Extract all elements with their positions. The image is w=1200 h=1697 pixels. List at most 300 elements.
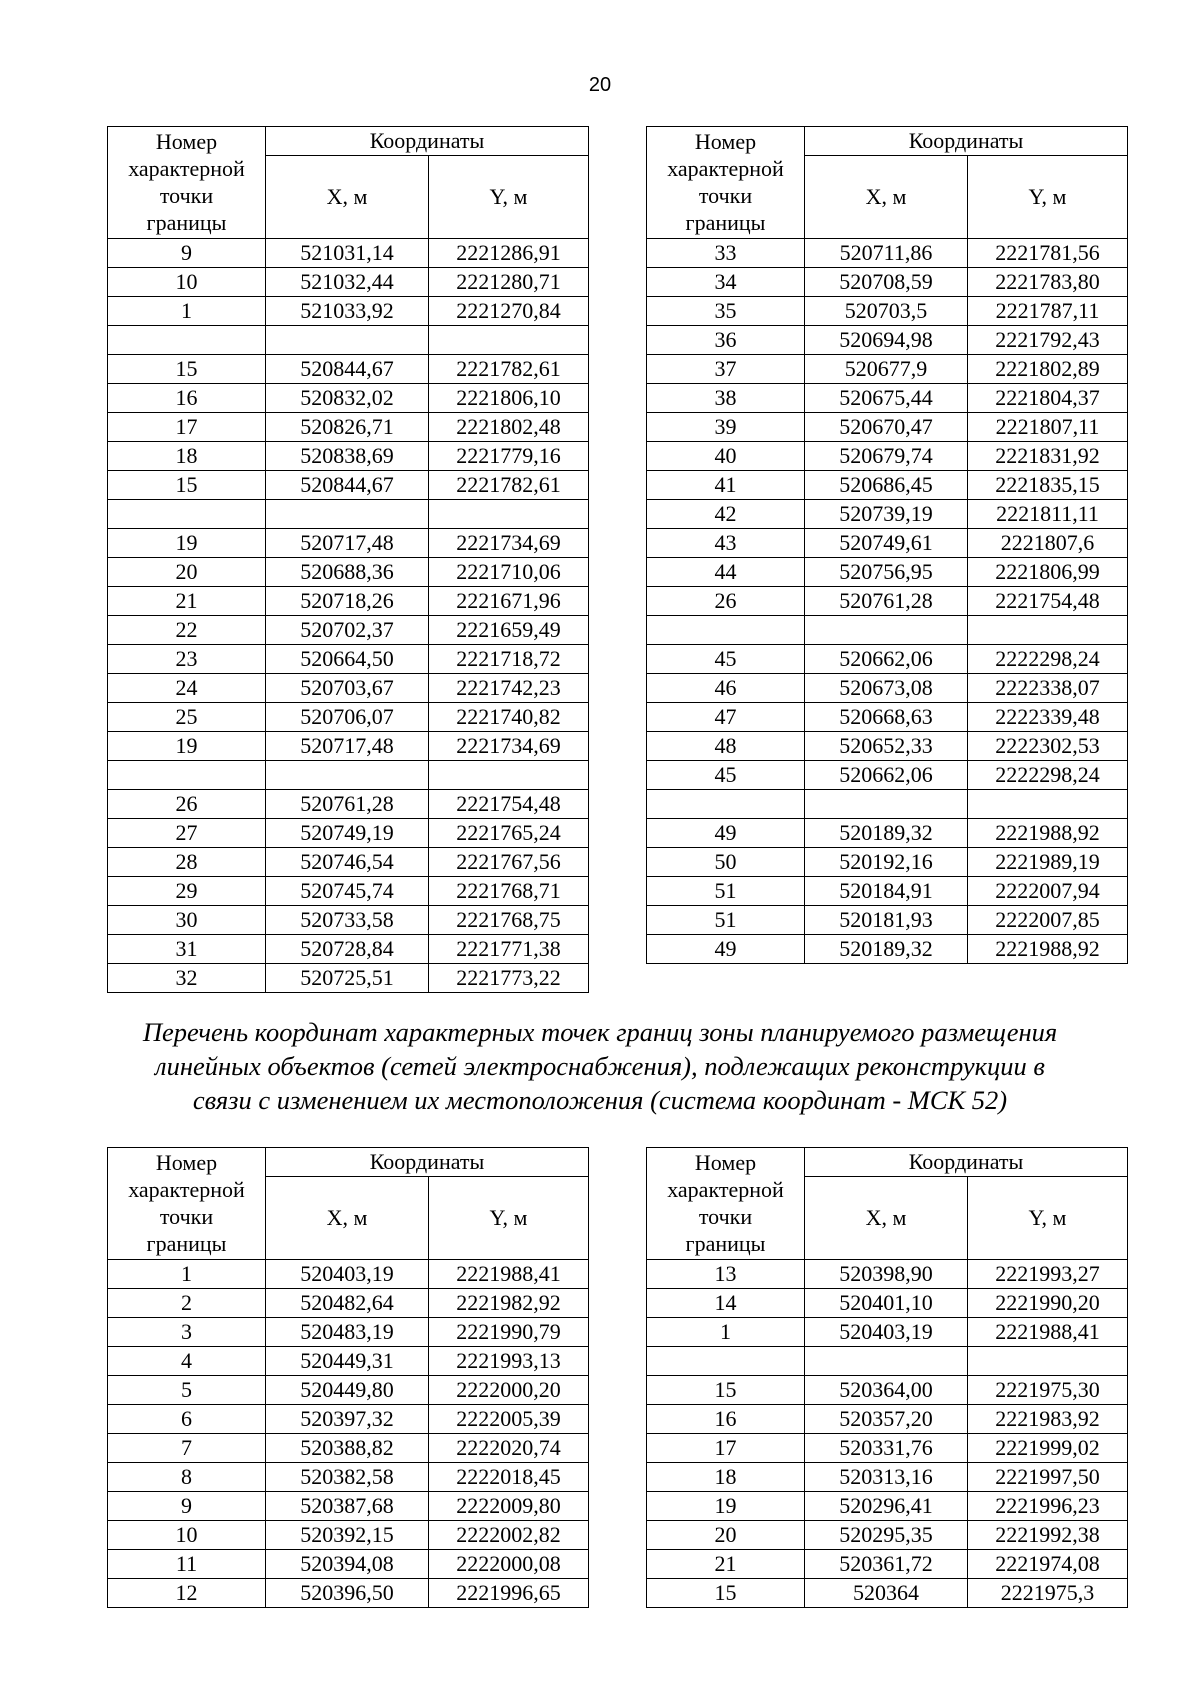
y-coordinate-cell: 2221768,71 [429, 877, 589, 906]
point-number-cell: 20 [647, 1521, 805, 1550]
point-number-cell: 31 [108, 935, 266, 964]
y-coordinate-cell: 2221990,79 [429, 1318, 589, 1347]
point-number-cell: 17 [647, 1434, 805, 1463]
point-number-cell: 49 [647, 819, 805, 848]
table-row [108, 790, 589, 819]
point-number-cell: 25 [108, 703, 266, 732]
table-row [647, 1405, 1128, 1434]
y-coordinate-cell: 2221773,22 [429, 964, 589, 993]
y-coordinate-cell [429, 326, 589, 355]
table-row [647, 703, 1128, 732]
point-number-cell: 18 [108, 442, 266, 471]
x-coordinate-cell: 520652,33 [805, 732, 968, 761]
x-coordinate-cell: 520826,71 [266, 413, 429, 442]
point-number-cell: 3 [108, 1318, 266, 1347]
point-number-cell: 2 [108, 1289, 266, 1318]
x-coordinate-cell [805, 1347, 968, 1376]
y-header: Y, м [429, 156, 589, 239]
coordinates-table-1 [107, 126, 589, 993]
y-coordinate-cell: 2222002,82 [429, 1521, 589, 1550]
x-coordinate-cell: 520706,07 [266, 703, 429, 732]
table-row [108, 355, 589, 384]
table-row [108, 384, 589, 413]
x-coordinate-cell: 520313,16 [805, 1463, 968, 1492]
point-number-cell: 15 [108, 355, 266, 384]
table-row [647, 1521, 1128, 1550]
heading-line: Перечень координат характерных точек границ зоны планируемого размещения [142, 1017, 1058, 1047]
table-row [108, 1434, 589, 1463]
table-row [108, 239, 589, 268]
x-coordinate-cell [805, 616, 968, 645]
x-coordinate-cell [805, 790, 968, 819]
y-coordinate-cell: 2221286,91 [429, 239, 589, 268]
y-coordinate-cell: 2221807,6 [968, 529, 1128, 558]
point-number-cell: 21 [647, 1550, 805, 1579]
y-coordinate-cell: 2222000,08 [429, 1550, 589, 1579]
x-coordinate-cell: 520364,00 [805, 1376, 968, 1405]
point-number-cell: 17 [108, 413, 266, 442]
point-number-header: Номер характерной точки границы [108, 127, 266, 239]
table-row [647, 587, 1128, 616]
point-number-cell: 50 [647, 848, 805, 877]
table-row [108, 442, 589, 471]
y-coordinate-cell: 2221993,27 [968, 1260, 1128, 1289]
x-coordinate-cell: 520364 [805, 1579, 968, 1608]
x-coordinate-cell [266, 761, 429, 790]
section-heading [100, 1015, 1100, 1117]
x-coordinate-cell: 520733,58 [266, 906, 429, 935]
point-number-cell: 7 [108, 1434, 266, 1463]
y-coordinate-cell: 2221754,48 [968, 587, 1128, 616]
table-row [647, 906, 1128, 935]
point-number-cell [108, 761, 266, 790]
x-coordinate-cell: 520482,64 [266, 1289, 429, 1318]
y-coordinate-cell: 2221982,92 [429, 1289, 589, 1318]
x-header: X, м [266, 1177, 429, 1260]
table-row [108, 587, 589, 616]
x-coordinate-cell: 520403,19 [805, 1318, 968, 1347]
x-coordinate-cell: 520673,08 [805, 674, 968, 703]
table-row [108, 1347, 589, 1376]
coordinates-header: Координаты [266, 127, 589, 156]
table-row [647, 848, 1128, 877]
y-coordinate-cell [429, 500, 589, 529]
point-number-cell: 10 [108, 1521, 266, 1550]
x-coordinate-cell: 520832,02 [266, 384, 429, 413]
table-row [647, 529, 1128, 558]
point-number-cell: 4 [108, 1347, 266, 1376]
y-coordinate-cell: 2222020,74 [429, 1434, 589, 1463]
y-coordinate-cell: 2222007,94 [968, 877, 1128, 906]
x-coordinate-cell: 520761,28 [805, 587, 968, 616]
x-coordinate-cell: 520192,16 [805, 848, 968, 877]
x-header: X, м [805, 156, 968, 239]
y-coordinate-cell: 2221710,06 [429, 558, 589, 587]
point-number-cell: 44 [647, 558, 805, 587]
x-coordinate-cell: 521031,14 [266, 239, 429, 268]
x-coordinate-cell: 520357,20 [805, 1405, 968, 1434]
point-number-cell: 1 [108, 297, 266, 326]
x-coordinate-cell: 520387,68 [266, 1492, 429, 1521]
table-row [647, 732, 1128, 761]
point-number-cell: 24 [108, 674, 266, 703]
table-row [108, 964, 589, 993]
point-number-cell: 6 [108, 1405, 266, 1434]
point-number-cell: 43 [647, 529, 805, 558]
point-number-cell: 19 [647, 1492, 805, 1521]
point-number-cell: 15 [647, 1579, 805, 1608]
point-number-cell: 28 [108, 848, 266, 877]
table-row [108, 1376, 589, 1405]
table-row [647, 1492, 1128, 1521]
y-header: Y, м [968, 1177, 1128, 1260]
table-row [647, 1579, 1128, 1608]
x-coordinate-cell: 520181,93 [805, 906, 968, 935]
table-row [647, 326, 1128, 355]
point-number-cell: 42 [647, 500, 805, 529]
y-coordinate-cell: 2221807,11 [968, 413, 1128, 442]
y-coordinate-cell: 2221996,65 [429, 1579, 589, 1608]
y-coordinate-cell: 2222000,20 [429, 1376, 589, 1405]
point-number-cell: 51 [647, 877, 805, 906]
y-coordinate-cell [968, 616, 1128, 645]
coordinates-header: Координаты [266, 1148, 589, 1177]
point-number-cell: 18 [647, 1463, 805, 1492]
x-coordinate-cell: 520728,84 [266, 935, 429, 964]
y-coordinate-cell: 2221988,41 [968, 1318, 1128, 1347]
point-number-header: Номер характерной точки границы [647, 127, 805, 239]
table-row [647, 239, 1128, 268]
point-number-cell: 48 [647, 732, 805, 761]
point-number-cell: 15 [647, 1376, 805, 1405]
y-coordinate-cell: 2221802,48 [429, 413, 589, 442]
x-coordinate-cell: 520668,63 [805, 703, 968, 732]
point-number-cell: 45 [647, 645, 805, 674]
point-number-header: Номер характерной точки границы [647, 1148, 805, 1260]
y-coordinate-cell: 2222339,48 [968, 703, 1128, 732]
table-row [108, 645, 589, 674]
x-coordinate-cell: 520844,67 [266, 355, 429, 384]
x-coordinate-cell: 520394,08 [266, 1550, 429, 1579]
table-row [647, 1550, 1128, 1579]
table-row [108, 529, 589, 558]
coordinates-header: Координаты [805, 127, 1128, 156]
table-row [647, 819, 1128, 848]
point-number-cell: 5 [108, 1376, 266, 1405]
table-row [108, 935, 589, 964]
x-coordinate-cell: 520749,61 [805, 529, 968, 558]
point-number-cell: 1 [647, 1318, 805, 1347]
y-coordinate-cell: 2221771,38 [429, 935, 589, 964]
table-row [647, 297, 1128, 326]
y-coordinate-cell: 2221765,24 [429, 819, 589, 848]
y-coordinate-cell: 2221754,48 [429, 790, 589, 819]
table-row [108, 1289, 589, 1318]
x-coordinate-cell: 521032,44 [266, 268, 429, 297]
point-number-cell: 10 [108, 268, 266, 297]
y-coordinate-cell: 2221983,92 [968, 1405, 1128, 1434]
x-header: X, м [805, 1177, 968, 1260]
x-coordinate-cell: 520184,91 [805, 877, 968, 906]
y-coordinate-cell: 2222298,24 [968, 645, 1128, 674]
table-row [108, 877, 589, 906]
x-coordinate-cell: 520677,9 [805, 355, 968, 384]
table-row [647, 645, 1128, 674]
point-number-cell: 14 [647, 1289, 805, 1318]
x-coordinate-cell: 521033,92 [266, 297, 429, 326]
table-row [647, 790, 1128, 819]
table-row [108, 500, 589, 529]
point-number-cell: 22 [108, 616, 266, 645]
y-coordinate-cell: 2221997,50 [968, 1463, 1128, 1492]
x-coordinate-cell: 520679,74 [805, 442, 968, 471]
y-coordinate-cell: 2221792,43 [968, 326, 1128, 355]
table-row [108, 1521, 589, 1550]
x-coordinate-cell: 520761,28 [266, 790, 429, 819]
point-number-cell: 26 [108, 790, 266, 819]
y-coordinate-cell: 2221659,49 [429, 616, 589, 645]
table-row [647, 616, 1128, 645]
point-number-cell: 8 [108, 1463, 266, 1492]
x-coordinate-cell: 520702,37 [266, 616, 429, 645]
page-number: 20 [588, 74, 612, 96]
point-number-cell [108, 326, 266, 355]
x-coordinate-cell: 520295,35 [805, 1521, 968, 1550]
x-coordinate-cell: 520664,50 [266, 645, 429, 674]
y-coordinate-cell: 2221992,38 [968, 1521, 1128, 1550]
y-coordinate-cell: 2221988,41 [429, 1260, 589, 1289]
x-coordinate-cell: 520670,47 [805, 413, 968, 442]
point-number-cell: 9 [108, 239, 266, 268]
x-coordinate-cell: 520296,41 [805, 1492, 968, 1521]
point-number-cell: 9 [108, 1492, 266, 1521]
x-coordinate-cell: 520844,67 [266, 471, 429, 500]
x-coordinate-cell: 520703,5 [805, 297, 968, 326]
table-row [647, 1318, 1128, 1347]
point-number-cell: 36 [647, 326, 805, 355]
x-coordinate-cell: 520449,31 [266, 1347, 429, 1376]
coordinates-header: Координаты [805, 1148, 1128, 1177]
y-coordinate-cell: 2222298,24 [968, 761, 1128, 790]
x-coordinate-cell: 520838,69 [266, 442, 429, 471]
point-number-cell: 40 [647, 442, 805, 471]
table-row [647, 413, 1128, 442]
coordinates-table-4 [646, 1147, 1128, 1608]
table-row [647, 1289, 1128, 1318]
table-row [108, 1492, 589, 1521]
point-number-cell: 51 [647, 906, 805, 935]
point-number-cell: 35 [647, 297, 805, 326]
table-row [108, 848, 589, 877]
table-row [647, 1376, 1128, 1405]
x-coordinate-cell: 520746,54 [266, 848, 429, 877]
x-coordinate-cell: 520688,36 [266, 558, 429, 587]
point-number-cell: 41 [647, 471, 805, 500]
y-coordinate-cell: 2221831,92 [968, 442, 1128, 471]
point-number-cell: 26 [647, 587, 805, 616]
y-coordinate-cell: 2221740,82 [429, 703, 589, 732]
x-coordinate-cell [266, 500, 429, 529]
y-coordinate-cell: 2221280,71 [429, 268, 589, 297]
x-coordinate-cell: 520483,19 [266, 1318, 429, 1347]
x-coordinate-cell: 520449,80 [266, 1376, 429, 1405]
table-row [647, 384, 1128, 413]
table-row [108, 906, 589, 935]
point-number-cell: 49 [647, 935, 805, 964]
y-coordinate-cell: 2221804,37 [968, 384, 1128, 413]
x-coordinate-cell: 520662,06 [805, 645, 968, 674]
point-number-cell: 30 [108, 906, 266, 935]
x-header: X, м [266, 156, 429, 239]
table-row [647, 1260, 1128, 1289]
heading-line: связи с изменением их местоположения (система координат - МСК 52) [192, 1085, 1008, 1115]
point-number-cell: 16 [108, 384, 266, 413]
point-number-cell: 23 [108, 645, 266, 674]
coordinates-table-3 [107, 1147, 589, 1608]
y-coordinate-cell: 2222007,85 [968, 906, 1128, 935]
point-number-cell [647, 790, 805, 819]
point-number-header: Номер характерной точки границы [108, 1148, 266, 1260]
x-coordinate-cell: 520392,15 [266, 1521, 429, 1550]
point-number-cell: 29 [108, 877, 266, 906]
x-coordinate-cell: 520756,95 [805, 558, 968, 587]
x-coordinate-cell: 520717,48 [266, 732, 429, 761]
y-coordinate-cell: 2222009,80 [429, 1492, 589, 1521]
x-coordinate-cell: 520398,90 [805, 1260, 968, 1289]
x-coordinate-cell: 520189,32 [805, 819, 968, 848]
table-row [108, 616, 589, 645]
coordinates-table-2 [646, 126, 1128, 964]
y-coordinate-cell: 2221975,3 [968, 1579, 1128, 1608]
point-number-cell [108, 500, 266, 529]
table-row [108, 1579, 589, 1608]
y-coordinate-cell: 2221787,11 [968, 297, 1128, 326]
table-row [647, 877, 1128, 906]
table-row [108, 1318, 589, 1347]
point-number-cell: 38 [647, 384, 805, 413]
table-row [108, 1260, 589, 1289]
table-row [647, 674, 1128, 703]
point-number-cell [647, 616, 805, 645]
table-row [108, 268, 589, 297]
point-number-cell: 19 [108, 529, 266, 558]
point-number-cell: 21 [108, 587, 266, 616]
point-number-cell: 32 [108, 964, 266, 993]
x-coordinate-cell: 520711,86 [805, 239, 968, 268]
table-row [108, 674, 589, 703]
y-coordinate-cell: 2221734,69 [429, 529, 589, 558]
table-row [647, 442, 1128, 471]
x-coordinate-cell: 520401,10 [805, 1289, 968, 1318]
y-coordinate-cell: 2222338,07 [968, 674, 1128, 703]
x-coordinate-cell: 520396,50 [266, 1579, 429, 1608]
point-number-cell: 46 [647, 674, 805, 703]
y-coordinate-cell: 2221671,96 [429, 587, 589, 616]
table-row [647, 1463, 1128, 1492]
point-number-cell: 34 [647, 268, 805, 297]
x-coordinate-cell: 520694,98 [805, 326, 968, 355]
y-coordinate-cell: 2221990,20 [968, 1289, 1128, 1318]
table-row [647, 1347, 1128, 1376]
table-row [647, 355, 1128, 384]
point-number-cell: 16 [647, 1405, 805, 1434]
y-coordinate-cell: 2221999,02 [968, 1434, 1128, 1463]
y-coordinate-cell [968, 790, 1128, 819]
x-coordinate-cell: 520388,82 [266, 1434, 429, 1463]
point-number-cell: 47 [647, 703, 805, 732]
x-coordinate-cell: 520739,19 [805, 500, 968, 529]
table-row [108, 558, 589, 587]
x-coordinate-cell: 520662,06 [805, 761, 968, 790]
y-coordinate-cell: 2221718,72 [429, 645, 589, 674]
y-coordinate-cell: 2222302,53 [968, 732, 1128, 761]
x-coordinate-cell: 520708,59 [805, 268, 968, 297]
y-coordinate-cell: 2221768,75 [429, 906, 589, 935]
table-row [108, 1550, 589, 1579]
point-number-cell: 15 [108, 471, 266, 500]
x-coordinate-cell: 520749,19 [266, 819, 429, 848]
x-coordinate-cell: 520717,48 [266, 529, 429, 558]
x-coordinate-cell: 520331,76 [805, 1434, 968, 1463]
y-coordinate-cell: 2221767,56 [429, 848, 589, 877]
x-coordinate-cell: 520189,32 [805, 935, 968, 964]
table-row [108, 819, 589, 848]
y-coordinate-cell: 2221835,15 [968, 471, 1128, 500]
y-coordinate-cell: 2221975,30 [968, 1376, 1128, 1405]
point-number-cell: 27 [108, 819, 266, 848]
table-row [647, 935, 1128, 964]
x-coordinate-cell: 520403,19 [266, 1260, 429, 1289]
x-coordinate-cell: 520718,26 [266, 587, 429, 616]
y-coordinate-cell: 2221974,08 [968, 1550, 1128, 1579]
table-row [647, 500, 1128, 529]
y-coordinate-cell [429, 761, 589, 790]
y-coordinate-cell: 2221811,11 [968, 500, 1128, 529]
x-coordinate-cell: 520361,72 [805, 1550, 968, 1579]
y-coordinate-cell [968, 1347, 1128, 1376]
y-header: Y, м [429, 1177, 589, 1260]
y-coordinate-cell: 2221988,92 [968, 819, 1128, 848]
point-number-cell: 13 [647, 1260, 805, 1289]
point-number-cell [647, 1347, 805, 1376]
point-number-cell: 39 [647, 413, 805, 442]
table-row [108, 413, 589, 442]
y-coordinate-cell: 2221270,84 [429, 297, 589, 326]
y-coordinate-cell: 2222005,39 [429, 1405, 589, 1434]
x-coordinate-cell: 520397,32 [266, 1405, 429, 1434]
x-coordinate-cell: 520686,45 [805, 471, 968, 500]
y-coordinate-cell: 2221802,89 [968, 355, 1128, 384]
y-coordinate-cell: 2221779,16 [429, 442, 589, 471]
table-row [108, 297, 589, 326]
x-coordinate-cell: 520725,51 [266, 964, 429, 993]
y-coordinate-cell: 2221742,23 [429, 674, 589, 703]
x-coordinate-cell: 520745,74 [266, 877, 429, 906]
point-number-cell: 45 [647, 761, 805, 790]
table-row [647, 761, 1128, 790]
table-row [647, 471, 1128, 500]
point-number-cell: 20 [108, 558, 266, 587]
table-row [108, 703, 589, 732]
x-coordinate-cell: 520703,67 [266, 674, 429, 703]
y-coordinate-cell: 2222018,45 [429, 1463, 589, 1492]
y-coordinate-cell: 2221781,56 [968, 239, 1128, 268]
table-row [108, 732, 589, 761]
point-number-cell: 19 [108, 732, 266, 761]
point-number-cell: 1 [108, 1260, 266, 1289]
table-row [108, 471, 589, 500]
x-coordinate-cell: 520382,58 [266, 1463, 429, 1492]
